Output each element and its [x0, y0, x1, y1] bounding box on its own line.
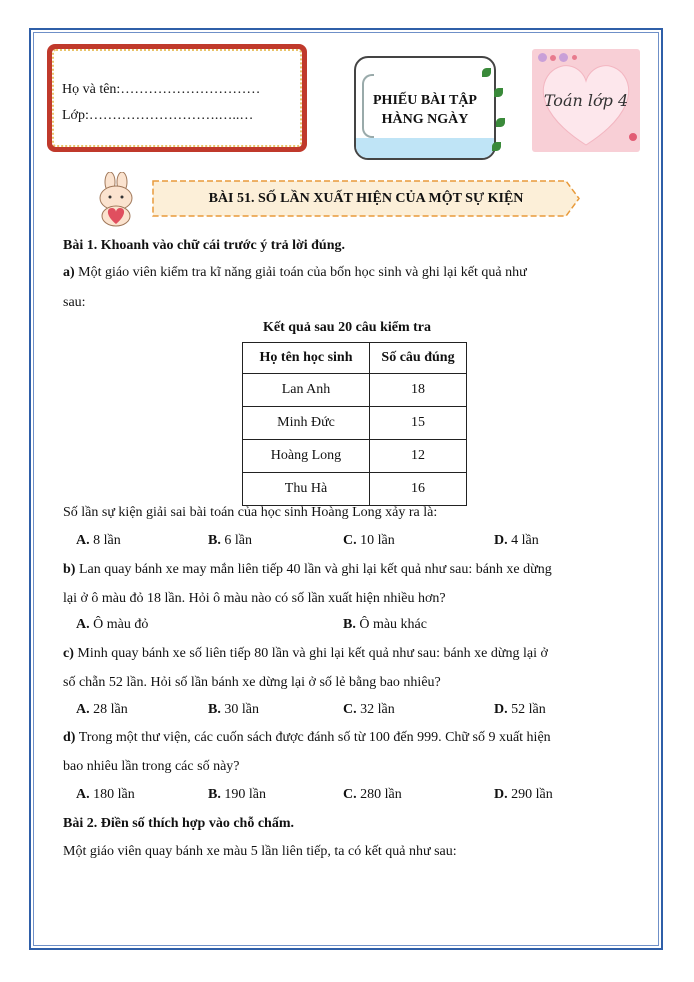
option-d-C[interactable]: C. 280 lần: [343, 787, 402, 802]
correct-count: 18: [370, 374, 467, 407]
table-header: Họ tên học sinh: [243, 343, 370, 374]
decor-dot: [550, 55, 556, 61]
subject-label: Toán lớp 4: [543, 91, 629, 110]
question-b-line1: b) Lan quay bánh xe may mắn liên tiếp 40 lần và ghi lại kết quả như sau: bánh xe dừng: [63, 562, 552, 577]
leaf-icon: [482, 68, 491, 77]
table-row: [243, 473, 467, 506]
subject-box: [532, 49, 640, 152]
table-row: [243, 407, 467, 440]
question-a-line1: a) Một giáo viên kiểm tra kĩ năng giải toán của bốn học sinh và ghi lại kết quả như: [63, 265, 527, 280]
student-info-box: [47, 44, 307, 152]
student-name: Lan Anh: [243, 374, 370, 407]
decor-dot: [572, 55, 577, 60]
leaf-icon: [496, 118, 505, 127]
correct-count: 16: [370, 473, 467, 506]
option-c-B[interactable]: B. 30 lần: [208, 702, 259, 717]
bunny-icon: [92, 172, 142, 228]
question-a-prompt: Số lần sự kiện giải sai bài toán của học sinh Hoàng Long xảy ra là:: [63, 505, 438, 520]
option-a-D[interactable]: D. 4 lần: [494, 533, 539, 548]
table-row: [243, 440, 467, 473]
decor-dot: [629, 133, 637, 141]
lesson-title: BÀI 51. SỐ LẦN XUẤT HIỆN CỦA MỘT SỰ KIỆN: [208, 190, 524, 206]
table-row: [243, 374, 467, 407]
option-c-C[interactable]: C. 32 lần: [343, 702, 395, 717]
student-name: Minh Đức: [243, 407, 370, 440]
exercise-2-line1: Một giáo viên quay bánh xe màu 5 lần liên tiếp, ta có kết quả như sau:: [63, 844, 457, 859]
table-header: Số câu đúng: [370, 343, 467, 374]
correct-count: 15: [370, 407, 467, 440]
correct-count: 12: [370, 440, 467, 473]
option-d-A[interactable]: A. 180 lần: [76, 787, 135, 802]
class-field[interactable]: Lớp:……………………….…..…: [62, 108, 254, 123]
exercise-1-heading: Bài 1. Khoanh vào chữ cái trước ý trả lời đúng.: [63, 238, 345, 253]
option-a-C[interactable]: C. 10 lần: [343, 533, 395, 548]
student-name: Thu Hà: [243, 473, 370, 506]
decor-dot: [538, 53, 547, 62]
question-a-line2: sau:: [63, 295, 86, 310]
question-d-line1: d) Trong một thư viện, các cuốn sách được đánh số từ 100 đến 999. Chữ số 9 xuất hiện: [63, 730, 551, 745]
option-d-B[interactable]: B. 190 lần: [208, 787, 266, 802]
question-b-line2: lại ở ô màu đỏ 18 lần. Hỏi ô màu nào có số lần xuất hiện nhiều hơn?: [63, 591, 446, 606]
option-b-B[interactable]: B. Ô màu khác: [343, 617, 427, 632]
option-d-D[interactable]: D. 290 lần: [494, 787, 553, 802]
option-b-A[interactable]: A. Ô màu đỏ: [76, 617, 149, 632]
question-c-line1: c) Minh quay bánh xe số liên tiếp 80 lần và ghi lại kết quả như sau: bánh xe dừng lại ở: [63, 646, 548, 661]
water-decoration: [356, 138, 494, 158]
leaf-icon: [492, 142, 501, 151]
leaf-icon: [494, 88, 503, 97]
question-c-line2: số chẵn 52 lần. Hỏi số lần bánh xe dừng lại ở số lẻ bằng bao nhiêu?: [63, 675, 441, 690]
option-c-D[interactable]: D. 52 lần: [494, 702, 546, 717]
worksheet-title-box: [354, 56, 496, 160]
name-field[interactable]: Họ và tên:…………………………: [62, 82, 261, 97]
table-caption: Kết quả sau 20 câu kiểm tra: [263, 320, 431, 335]
worksheet-title: PHIẾU BÀI TẬP HÀNG NGÀY: [373, 93, 477, 127]
option-a-B[interactable]: B. 6 lần: [208, 533, 252, 548]
exercise-2-heading: Bài 2. Điền số thích hợp vào chỗ chấm.: [63, 816, 294, 831]
decor-dot: [559, 53, 568, 62]
option-c-A[interactable]: A. 28 lần: [76, 702, 128, 717]
student-name: Hoàng Long: [243, 440, 370, 473]
lesson-banner: [152, 180, 580, 217]
option-a-A[interactable]: A. 8 lần: [76, 533, 121, 548]
question-d-line2: bao nhiêu lần trong các số này?: [63, 759, 240, 774]
results-table: [242, 342, 467, 506]
